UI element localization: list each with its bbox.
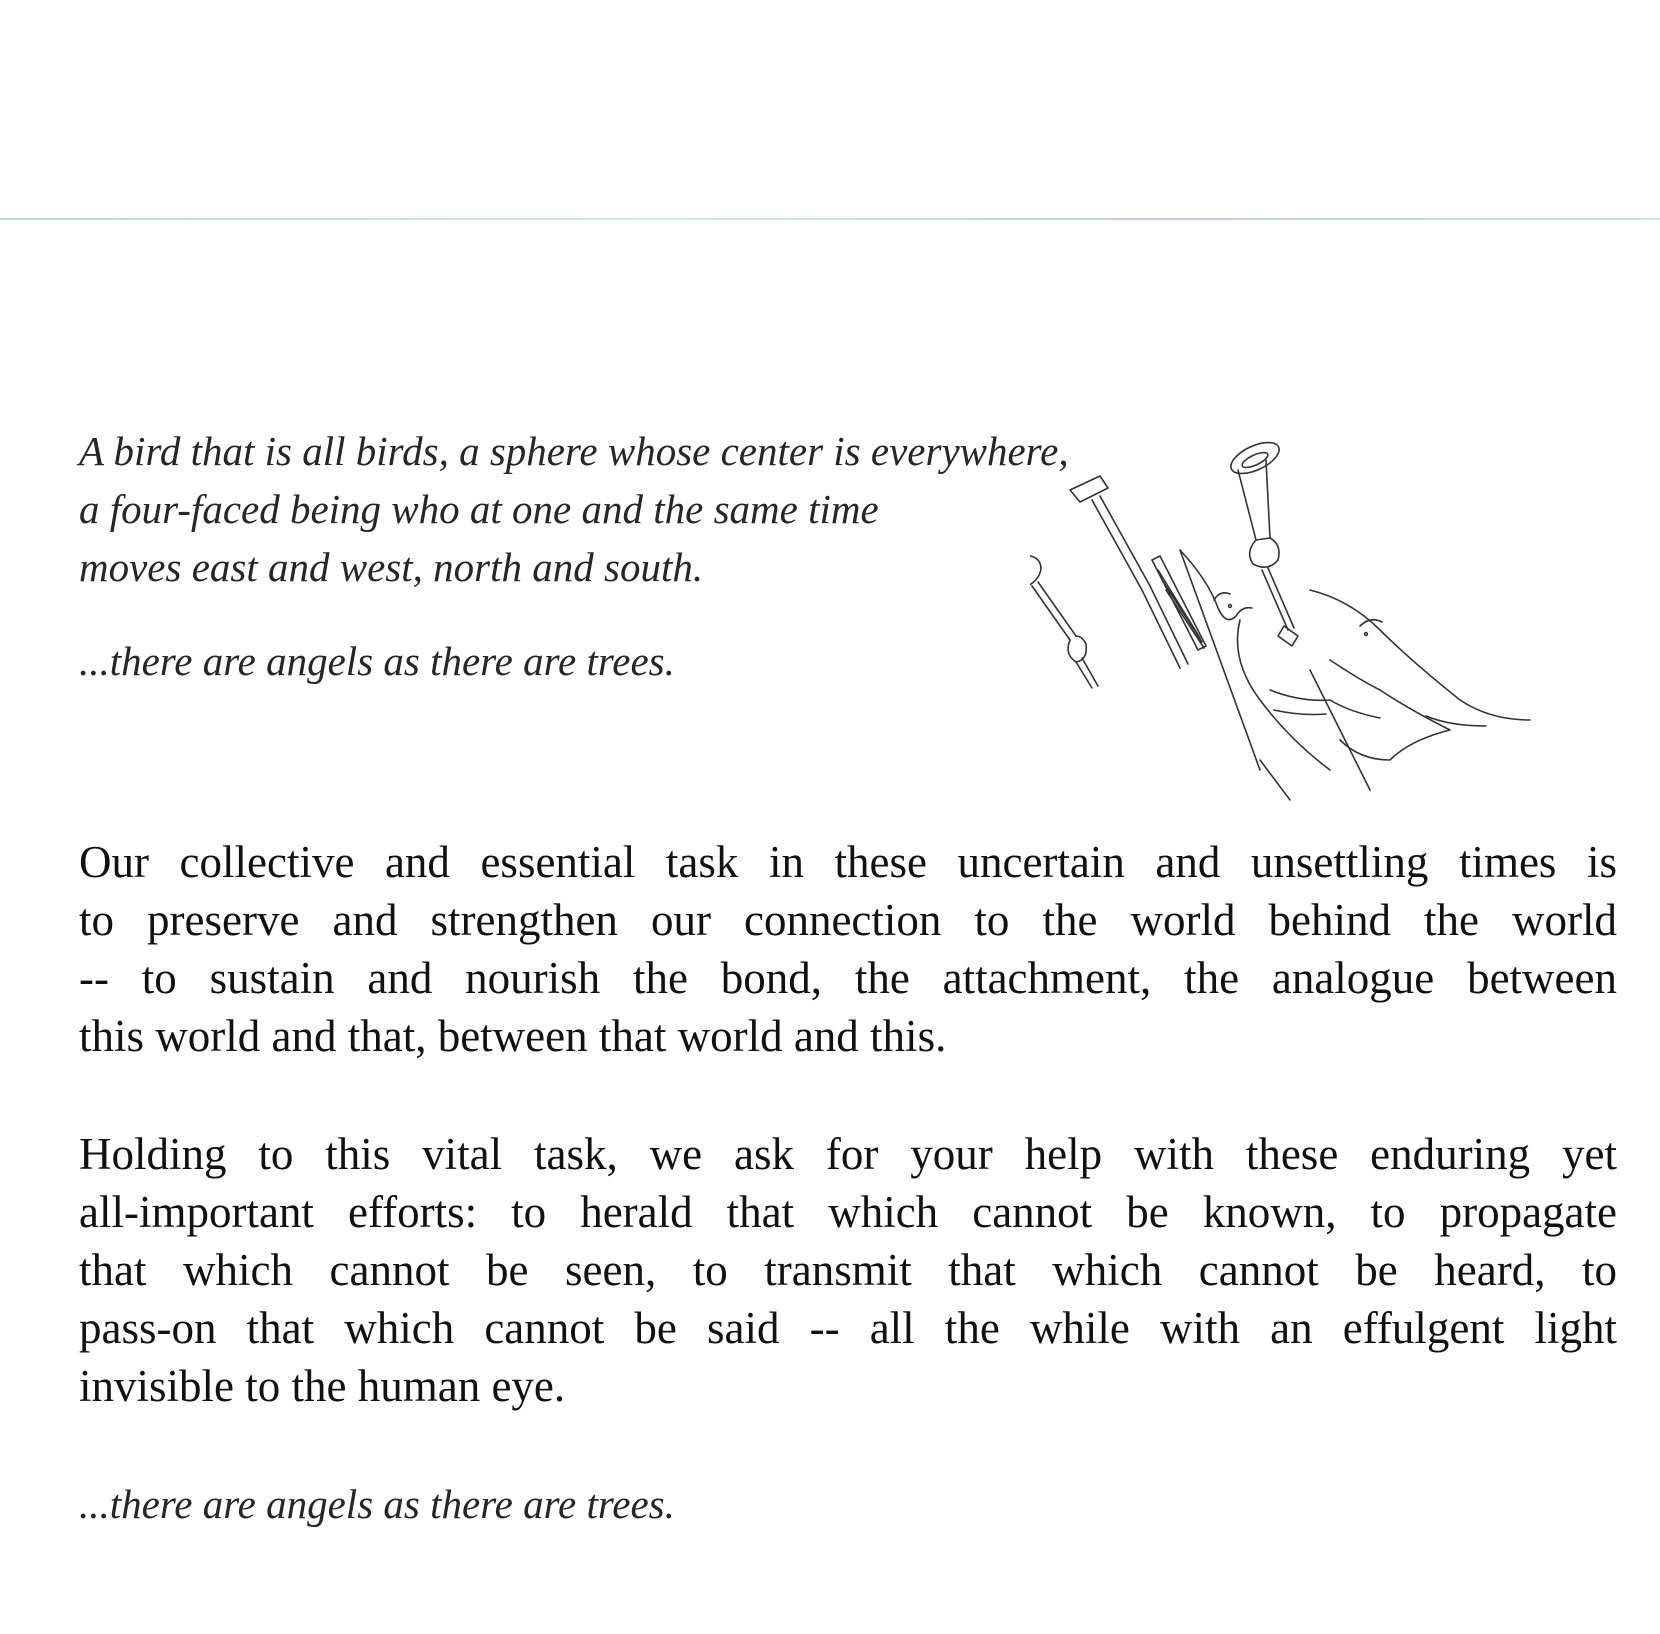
- epigraph: [79, 422, 1069, 596]
- paragraph-line: pass-on that which cannot be said -- all the while with an effulgent light: [79, 1303, 1617, 1353]
- closing-refrain: ...there are angels as there are trees.: [79, 1481, 675, 1527]
- epigraph-refrain: ...there are angels as there are trees.: [79, 638, 675, 684]
- paragraph-line: Holding to this vital task, we ask for your help with these enduring yet: [79, 1129, 1617, 1179]
- angel-figure-right: [1260, 590, 1530, 800]
- trumpet-middle: [1070, 476, 1206, 668]
- paragraph-line: to preserve and strengthen our connection to the world behind the world: [79, 895, 1617, 945]
- paragraph-line: -- to sustain and nourish the bond, the attachment, the analogue between: [79, 953, 1617, 1003]
- angel-figure-middle: [1180, 550, 1330, 770]
- paragraph-line: Our collective and essential task in these uncertain and unsettling times is: [79, 837, 1617, 887]
- epigraph-line: a four-faced being who at one and the same time: [79, 486, 879, 532]
- epigraph-line: moves east and west, north and south.: [79, 544, 704, 590]
- angels-with-trumpets-sketch-icon: [1030, 430, 1610, 830]
- body-paragraph-2: [79, 1125, 1617, 1415]
- paragraph-line: invisible to the human eye.: [79, 1361, 566, 1411]
- paragraph-line: this world and that, between that world and this.: [79, 1011, 947, 1061]
- body-paragraph-1: [79, 833, 1617, 1065]
- trumpet-left: [1030, 549, 1098, 688]
- paragraph-line: that which cannot be seen, to transmit that which cannot be heard, to: [79, 1245, 1617, 1295]
- epigraph-line: A bird that is all birds, a sphere whose center is everywhere,: [79, 428, 1069, 474]
- paragraph-line: all-important efforts: to herald that which cannot be known, to propagate: [79, 1187, 1617, 1237]
- page-fold-line: [0, 218, 1660, 220]
